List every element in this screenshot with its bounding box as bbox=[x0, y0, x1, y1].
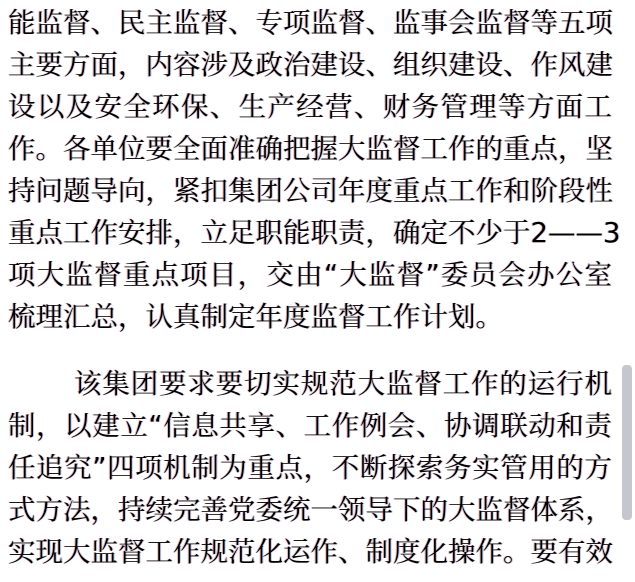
text-line: 主要方面，内容涉及政治建设、组织建设、作风建 bbox=[8, 49, 613, 81]
text-line: 持问题导向，紧扣集团公司年度重点工作和阶段性 bbox=[8, 175, 613, 207]
paragraph bbox=[8, 2, 621, 338]
article-body bbox=[8, 2, 621, 573]
scrollbar-thumb[interactable] bbox=[622, 365, 632, 520]
text-line: 制，以建立“信息共享、工作例会、协调联动和责 bbox=[8, 410, 612, 442]
text-line: 设以及安全环保、生产经营、财务管理等方面工 bbox=[8, 91, 612, 123]
text-line: 作。各单位要全面准确把握大监督工作的重点，坚 bbox=[8, 133, 613, 165]
text-line: 任追究”四项机制为重点，不断探索务实管用的方 bbox=[8, 452, 612, 484]
text-line: 式方法，持续完善党委统一领导下的大监督体系， bbox=[8, 494, 613, 526]
text-line: 能监督、民主监督、专项监督、监事会监督等五项 bbox=[8, 7, 613, 39]
text-line: 实现大监督工作规范化运作、制度化操作。要有效 bbox=[8, 536, 613, 568]
paragraph bbox=[8, 363, 612, 573]
text-line: 该集团要求要切实规范大监督工作的运行机 bbox=[74, 368, 612, 400]
text-line: 项大监督重点项目，交由“大监督”委员会办公室 bbox=[8, 259, 612, 291]
text-line: 梳理汇总，认真制定年度监督工作计划。 bbox=[8, 301, 503, 333]
text-line: 重点工作安排，立足职能职责，确定不少于2——3 bbox=[8, 217, 621, 249]
